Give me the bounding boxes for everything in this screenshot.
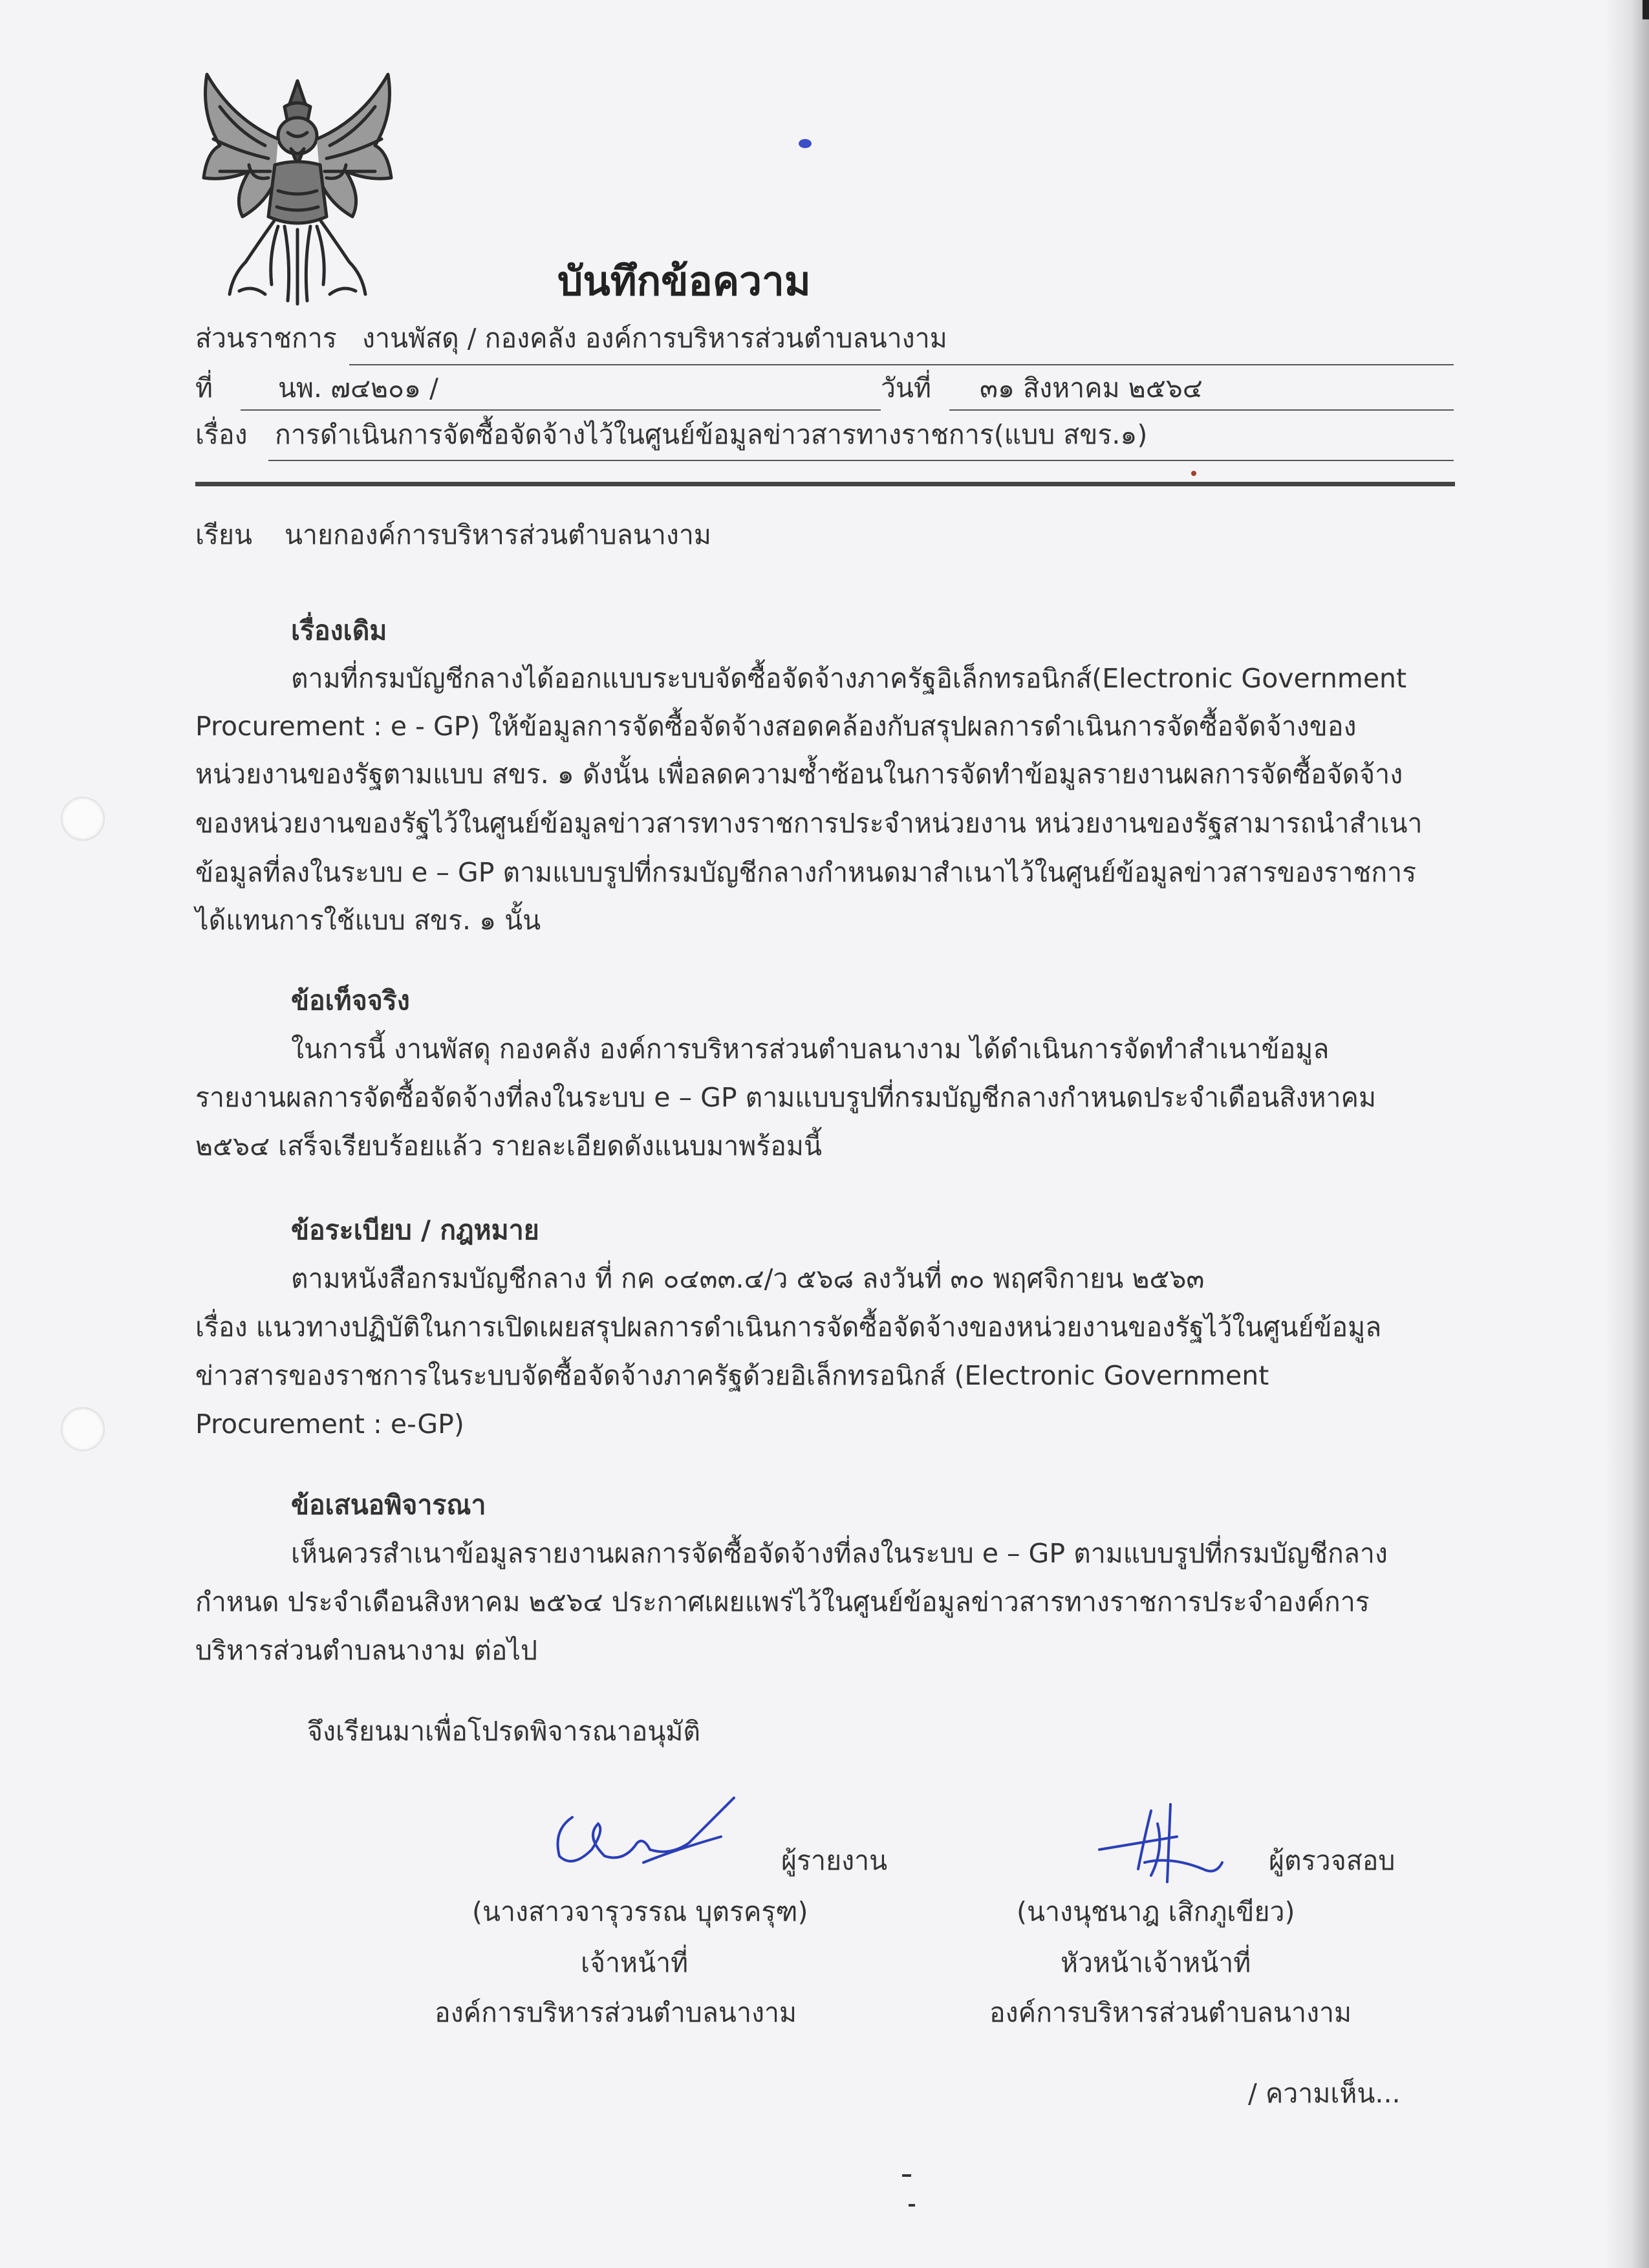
facts-line-1: ในการนี้ งานพัสดุ กองคลัง องค์การบริหารส่วนตำบลนางาม ได้ดำเนินการจัดทำสำเนาข้อมูล [291, 1033, 1330, 1064]
agency-underline [349, 364, 1454, 365]
facts-line-3: ๒๕๖๔ เสร็จเรียบร้อยแล้ว รายละเอียดดังแนบมาพร้อมนี้ [195, 1130, 822, 1161]
background-line-4: ของหน่วยงานของรัฐไว้ในศูนย์ข้อมูลข่าวสารทางราชการประจำหน่วยงาน หน่วยงานของรัฐสามารถนำสำเนา [195, 808, 1423, 839]
background-line-3: หน่วยงานของรัฐตามแบบ สขร. ๑ ดังนั้น เพื่อลดความซ้ำซ้อนในการจัดทำข้อมูลรายงานผลการจัดซื้อจัดจ้าง [195, 759, 1403, 790]
ref-underline [241, 409, 881, 411]
checker-role: ผู้ตรวจสอบ [1269, 1845, 1396, 1876]
agency-value: งานพัสดุ / กองคลัง องค์การบริหารส่วนตำบลนางาม [362, 323, 947, 354]
date-label: วันที่ [881, 373, 932, 404]
facts-line-2: รายงานผลการจัดซื้อจัดจ้างที่ลงในระบบ e – GP ตามแบบรูปที่กรมบัญชีกลางกำหนดประจำเดือนสิงหาคม [195, 1082, 1376, 1113]
checker-position: หัวหน้าเจ้าหน้าที่ [1061, 1947, 1251, 1978]
background-line-2: Procurement : e - GP) ให้ข้อมูลการจัดซื้อจัดจ้างสอดคล้องกับสรุปผลการดำเนินการจัดซื้อจัดจ้างของ [195, 711, 1357, 742]
ink-mark [1191, 471, 1196, 476]
law-line-4: Procurement : e-GP) [195, 1409, 464, 1440]
reporter-name: (นางสาวจารุวรรณ บุตรครุฑ) [472, 1896, 808, 1927]
checker-name: (นางนุชนาฎ เสิกภูเขียว) [1017, 1896, 1295, 1927]
closing-line: จึงเรียนมาเพื่อโปรดพิจารณาอนุมัติ [307, 1716, 700, 1747]
date-value: ๓๑ สิงหาคม ๒๕๖๔ [980, 373, 1203, 404]
scan-mark-2 [909, 2204, 915, 2207]
ref-value: นพ. ๗๔๒๐๑ / [278, 373, 438, 404]
to-label: เรียน [195, 519, 253, 550]
law-heading: ข้อระเบียบ / กฎหมาย [291, 1215, 539, 1246]
garuda-emblem-icon [194, 68, 401, 307]
memo-title: บันทึกข้อความ [557, 257, 811, 305]
punch-hole-bottom [61, 1407, 105, 1451]
agency-label: ส่วนราชการ [195, 323, 337, 354]
checker-signature-icon [1086, 1798, 1242, 1888]
ref-label: ที่ [195, 373, 213, 404]
proposal-heading: ข้อเสนอพิจารณา [291, 1489, 486, 1520]
date-underline [949, 409, 1454, 411]
law-line-2: เรื่อง แนวทางปฏิบัติในการเปิดเผยสรุปผลการดำเนินการจัดซื้อจัดจ้างของหน่วยงานของรัฐไว้ในศูนย์ข้อมูล [195, 1312, 1382, 1343]
subject-underline [268, 460, 1454, 461]
reporter-role: ผู้รายงาน [781, 1845, 888, 1876]
proposal-line-2: กำหนด ประจำเดือนสิงหาคม ๒๕๖๔ ประกาศเผยแพร่ไว้ในศูนย์ข้อมูลข่าวสารทางราชการประจำองค์การ [195, 1586, 1370, 1617]
background-line-6: ได้แทนการใช้แบบ สขร. ๑ นั้น [195, 905, 541, 936]
facts-heading: ข้อเท็จจริง [291, 985, 410, 1016]
checker-org: องค์การบริหารส่วนตำบลนางาม [989, 1997, 1352, 2028]
background-line-1: ตามที่กรมบัญชีกลางได้ออกแบบระบบจัดซื้อจัดจ้างภาครัฐอิเล็กทรอนิกส์(Electronic Government [291, 663, 1407, 694]
scan-edge-shadow [1604, 0, 1649, 2268]
scan-edge-mark [1643, 0, 1649, 19]
ink-speck [799, 139, 812, 148]
law-line-3: ข่าวสารของราชการในระบบจัดซื้อจัดจ้างภาครัฐด้วยอิเล็กทรอนิกส์ (Electronic Government [195, 1360, 1269, 1391]
background-line-5: ข้อมูลที่ลงในระบบ e – GP ตามแบบรูปที่กรมบัญชีกลางกำหนดมาสำเนาไว้ในศูนย์ข้อมูลข่าวสารของราชการ [195, 857, 1417, 888]
scan-mark-1 [902, 2174, 911, 2177]
subject-label: เรื่อง [195, 419, 248, 450]
to-value: นายกองค์การบริหารส่วนตำบลนางาม [285, 519, 711, 550]
punch-hole-top [61, 797, 105, 841]
reporter-signature-icon [546, 1791, 740, 1882]
header-divider [195, 482, 1455, 486]
subject-value: การดำเนินการจัดซื้อจัดจ้างไว้ในศูนย์ข้อมูลข่าวสารทางราชการ(แบบ สขร.๑) [275, 419, 1148, 450]
reporter-position: เจ้าหน้าที่ [581, 1947, 689, 1978]
proposal-line-3: บริหารส่วนตำบลนางาม ต่อไป [195, 1635, 538, 1666]
background-heading: เรื่องเดิม [291, 615, 387, 646]
law-line-1: ตามหนังสือกรมบัญชีกลาง ที่ กค ๐๔๓๓.๔/ว ๕๖๘ ลงวันที่ ๓๐ พฤศจิกายน ๒๕๖๓ [291, 1263, 1205, 1294]
proposal-line-1: เห็นควรสำเนาข้อมูลรายงานผลการจัดซื้อจัดจ้างที่ลงในระบบ e – GP ตามแบบรูปที่กรมบัญชีกลาง [291, 1538, 1388, 1569]
reporter-org: องค์การบริหารส่วนตำบลนางาม [435, 1997, 797, 2028]
continued-note: / ความเห็น... [1248, 2078, 1401, 2109]
